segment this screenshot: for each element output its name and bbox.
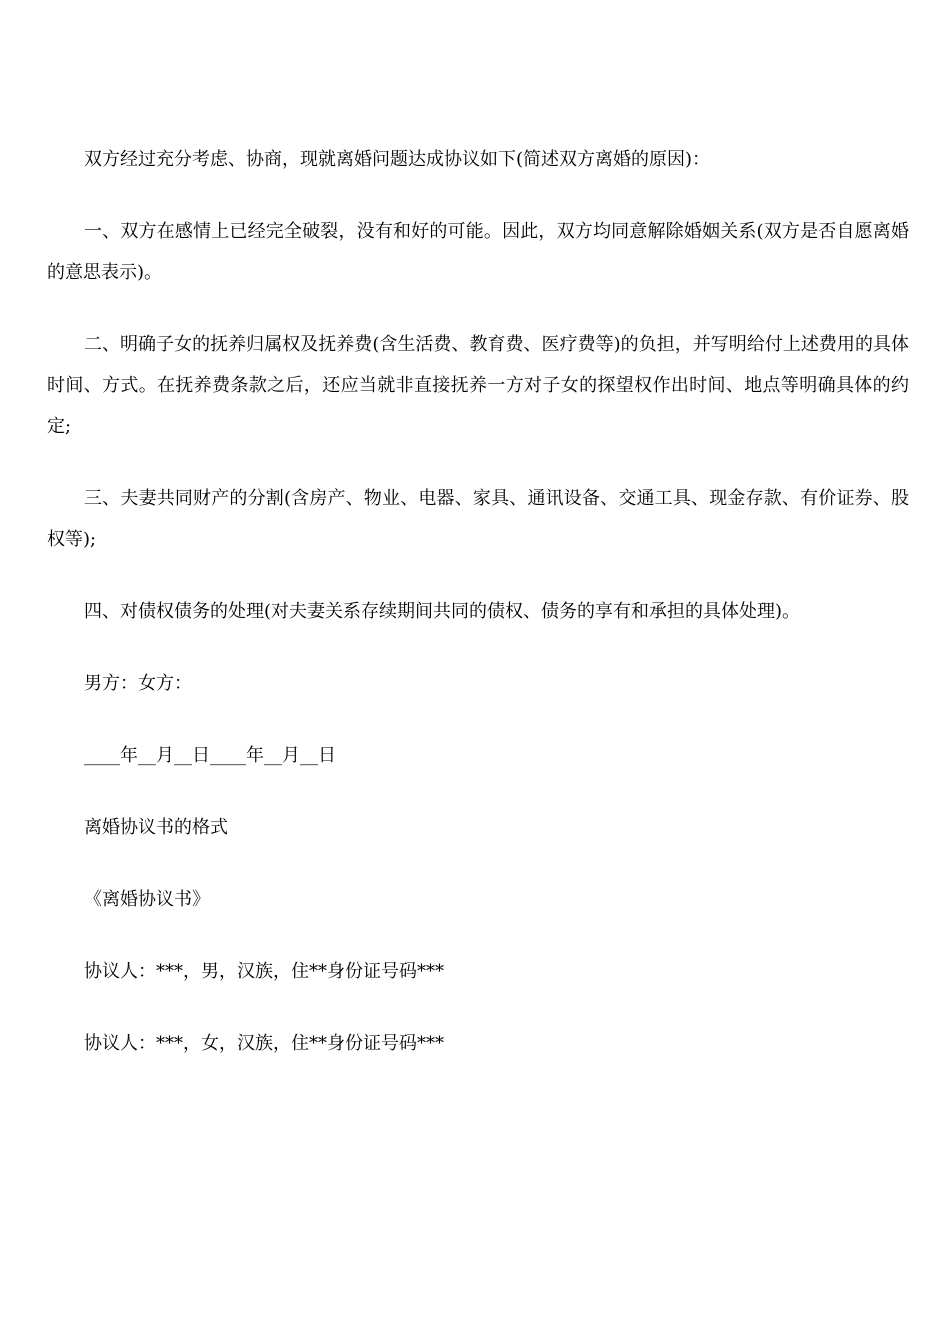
signature-line: 男方：女方： <box>84 673 192 694</box>
party-male: 协议人：***，男，汉族，住**身份证号码*** <box>84 961 444 982</box>
paragraph-clause-2: 二、明确子女的抚养归属权及抚养费(含生活费、教育费、医疗费等)的负担，并写明给付上述费用的具体时间、方式。在抚养费条款之后，还应当就非直接抚养一方对子女的探望权作出时间、地点等明确具体的约定; <box>47 334 909 437</box>
section-heading: 离婚协议书的格式 <box>84 817 228 838</box>
paragraph-clause-3: 三、夫妻共同财产的分割(含房产、物业、电器、家具、通讯设备、交通工具、现金存款、有价证券、股权等); <box>47 488 909 550</box>
paragraph-preamble: 双方经过充分考虑、协商，现就离婚问题达成协议如下(简述双方离婚的原因)： <box>84 149 711 170</box>
paragraph-clause-4: 四、对债权债务的处理(对夫妻关系存续期间共同的债权、债务的享有和承担的具体处理)。 <box>84 601 801 622</box>
party-female: 协议人：***，女，汉族，住**身份证号码*** <box>84 1033 444 1054</box>
agreement-title: 《离婚协议书》 <box>84 889 210 910</box>
document-page <box>47 139 909 1095</box>
paragraph-clause-1: 一、双方在感情上已经完全破裂，没有和好的可能。因此，双方均同意解除婚姻关系(双方是否自愿离婚的意思表示)。 <box>47 221 909 283</box>
date-line: ____年__月__日____年__月__日 <box>84 745 336 766</box>
